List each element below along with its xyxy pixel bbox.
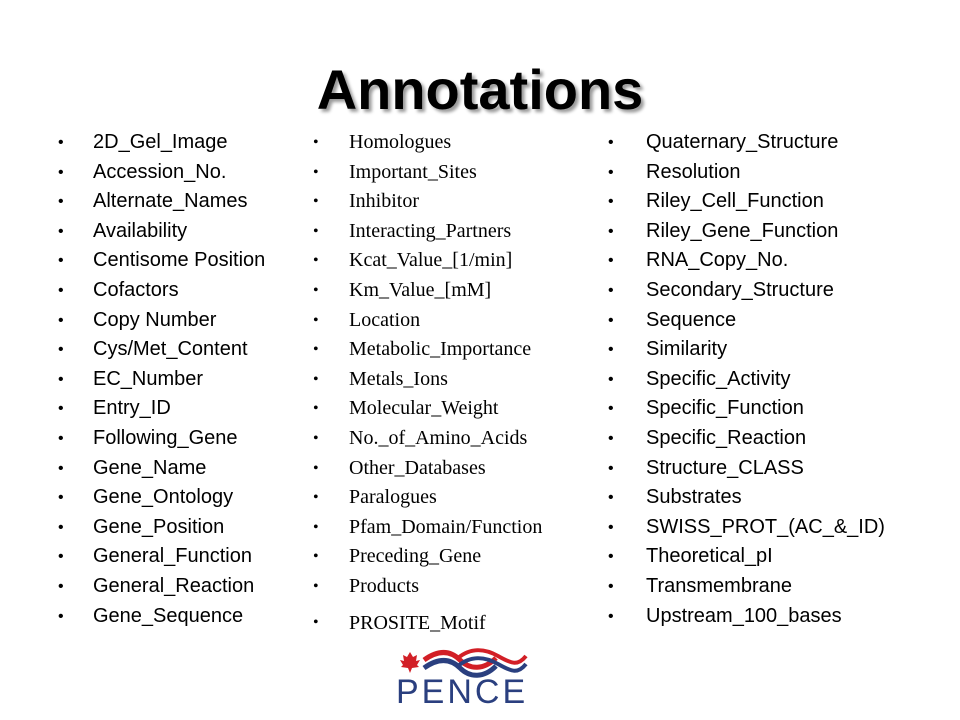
bullet-icon: •: [608, 518, 614, 536]
bullet-icon: •: [608, 134, 614, 151]
bullet-icon: •: [58, 607, 64, 625]
list-item-label: Entry_ID: [93, 397, 171, 420]
list-item-label: Kcat_Value_[1/min]: [349, 249, 513, 272]
bullet-icon: •: [313, 613, 319, 631]
bullet-icon: •: [313, 341, 319, 359]
list-item-label: Molecular_Weight: [349, 397, 499, 420]
list-item-label: General_Function: [93, 545, 252, 568]
bullet-icon: •: [608, 163, 614, 181]
bullet-icon: •: [58, 134, 64, 151]
bullet-icon: •: [608, 459, 614, 477]
bullet-icon: •: [313, 489, 319, 507]
bullet-icon: •: [608, 311, 614, 329]
list-item-label: Similarity: [646, 338, 728, 361]
bullet-icon: •: [313, 459, 319, 477]
bullet-icon: •: [313, 518, 319, 536]
list-item-label: EC_Number: [93, 367, 204, 390]
list-item-label: Gene_Position: [93, 515, 225, 538]
list-item-label: Pfam_Domain/Function: [349, 515, 543, 538]
list-item-label: Specific_Reaction: [646, 426, 807, 449]
bullet-icon: •: [58, 489, 64, 507]
bullet-icon: •: [313, 134, 319, 151]
bullet-icon: •: [608, 548, 614, 566]
bullet-icon: •: [608, 252, 614, 270]
bullet-icon: •: [608, 489, 614, 507]
list-item-label: Secondary_Structure: [646, 278, 834, 301]
list-item-label: Cofactors: [93, 278, 179, 301]
bullet-icon: •: [58, 193, 64, 211]
list-item-label: Theoretical_pI: [646, 545, 773, 568]
list-item-label: Km_Value_[mM]: [349, 278, 492, 301]
bullet-icon: •: [313, 163, 319, 181]
bullet-icon: •: [313, 400, 319, 418]
bullet-icon: •: [58, 400, 64, 418]
bullet-icon: •: [608, 400, 614, 418]
bullet-icon: •: [313, 370, 319, 388]
bullet-icon: •: [608, 577, 614, 595]
bullet-icon: •: [608, 193, 614, 211]
list-item-label: Resolution: [646, 160, 741, 183]
bullet-icon: •: [58, 341, 64, 359]
bullet-icon: •: [58, 281, 64, 299]
bullet-icon: •: [608, 429, 614, 447]
bullet-icon: •: [58, 459, 64, 477]
list-item-label: Gene_Ontology: [93, 486, 234, 509]
list-item-label: RNA_Copy_No.: [646, 249, 789, 272]
list-item-label: SWISS_PROT_(AC_&_ID): [646, 515, 885, 538]
list-item-label: Availability: [93, 219, 188, 242]
bullet-icon: •: [58, 252, 64, 270]
bullet-icon: •: [313, 222, 319, 240]
bullet-icon: •: [313, 311, 319, 329]
list-item-label: 2D_Gel_Image: [93, 131, 228, 153]
list-item-label: No._of_Amino_Acids: [349, 426, 528, 449]
list-item-label: Important_Sites: [349, 160, 477, 183]
bullet-icon: •: [608, 370, 614, 388]
list-item-label: PROSITE_Motif: [349, 611, 486, 634]
bullet-icon: •: [58, 311, 64, 329]
bullet-icon: •: [58, 429, 64, 447]
list-item-label: Upstream_100_bases: [646, 604, 842, 627]
list-item-label: Quaternary_Structure: [646, 131, 839, 153]
bullet-icon: •: [58, 222, 64, 240]
bullet-icon: •: [58, 577, 64, 595]
list-item-label: Accession_No.: [93, 160, 227, 183]
bullet-icon: •: [313, 281, 319, 299]
list-item-label: Metals_Ions: [349, 367, 448, 390]
list-item-label: Paralogues: [349, 486, 437, 509]
bullet-icon: •: [608, 341, 614, 359]
list-item-label: Alternate_Names: [93, 190, 248, 213]
list-item-label: Riley_Gene_Function: [646, 219, 839, 242]
bullet-icon: •: [608, 222, 614, 240]
bullet-icon: •: [58, 548, 64, 566]
list-item-label: Homologues: [349, 131, 452, 153]
bullet-icon: •: [313, 252, 319, 270]
list-item-label: Specific_Function: [646, 397, 804, 420]
list-item-label: Transmembrane: [646, 574, 792, 597]
list-item-label: Structure_CLASS: [646, 456, 804, 479]
list-item-label: Cys/Met_Content: [93, 338, 248, 361]
bullet-icon: •: [58, 370, 64, 388]
list-item-label: Inhibitor: [349, 190, 419, 213]
list-item-label: Specific_Activity: [646, 367, 791, 390]
page-title: Annotations: [316, 58, 644, 121]
logo-text: PENCE: [396, 673, 529, 711]
list-item-label: Riley_Cell_Function: [646, 190, 824, 213]
maple-leaf-icon: [400, 652, 420, 673]
bullet-icon: •: [313, 548, 319, 566]
bullet-icon: •: [313, 577, 319, 595]
list-item-label: Other_Databases: [349, 456, 486, 479]
list-item-label: Gene_Sequence: [93, 604, 244, 627]
list-item-label: Location: [349, 308, 421, 331]
list-item-label: Preceding_Gene: [349, 545, 482, 568]
list-item-label: Following_Gene: [93, 426, 238, 449]
list-item-label: Interacting_Partners: [349, 219, 512, 242]
bullet-icon: •: [313, 193, 319, 211]
list-item-label: Centisome Position: [93, 249, 266, 272]
list-item-label: Sequence: [646, 308, 737, 331]
list-item-label: General_Reaction: [93, 574, 255, 597]
bullet-icon: •: [58, 518, 64, 536]
bullet-icon: •: [608, 281, 614, 299]
bullet-icon: •: [313, 429, 319, 447]
list-item-label: Products: [349, 574, 419, 597]
bullet-icon: •: [58, 163, 64, 181]
list-item-label: Gene_Name: [93, 456, 207, 479]
bullet-icon: •: [608, 607, 614, 625]
list-item-label: Metabolic_Importance: [349, 338, 532, 361]
list-item-label: Copy Number: [93, 308, 217, 331]
list-item-label: Substrates: [646, 486, 742, 509]
